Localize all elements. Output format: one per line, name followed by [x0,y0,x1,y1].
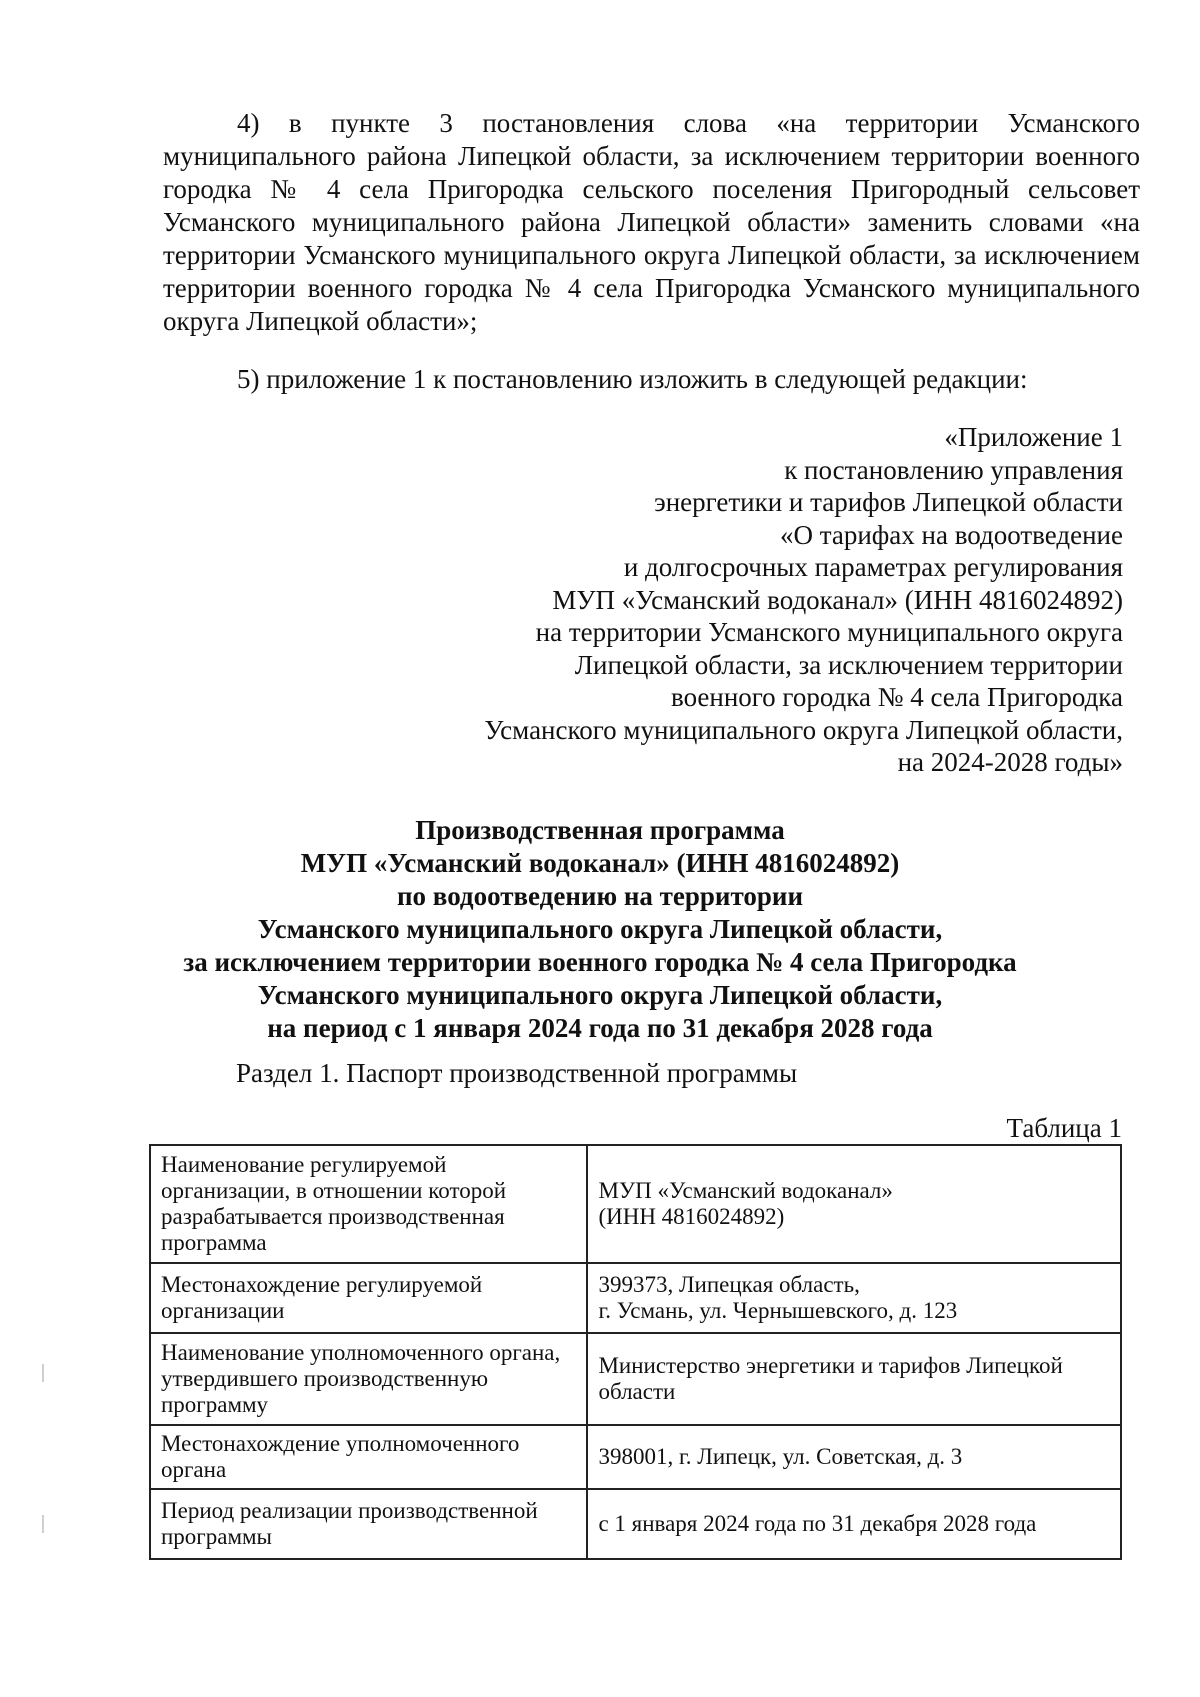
paragraph-item-5: 5) приложение 1 к постановлению изложить в следующей редакции: [237,364,1028,394]
appendix-line: Липецкой области, за исключением территории [574,649,1123,680]
value-line: Министерство энергетики и тарифов Липецкой области [598,1353,1063,1404]
table-cell-label: Местонахождение уполномоченного органа [150,1425,587,1489]
table-cell-label: Наименование регулируемой организации, в отношении которой разрабатывается производственная программа [150,1145,587,1263]
table-cell-value [587,1263,1121,1333]
program-title-line: Производственная программа [415,815,785,845]
passport-table [149,1144,1122,1560]
program-title-line: за исключением территории военного городка № 4 села Пригородка [183,947,1017,977]
table-cell-value [587,1489,1121,1559]
table-row [150,1145,1121,1263]
appendix-line: и долгосрочных параметрах регулирования [623,552,1123,582]
program-title-line: Усманского муниципального округа Липецкой области, [257,914,943,944]
scan-margin-mark [42,1364,44,1382]
appendix-line: военного городка № 4 села Пригородка [671,682,1123,712]
table-row [150,1489,1121,1559]
appendix-line: энергетики и тарифов Липецкой области [654,487,1123,517]
table-cell-label: Наименование уполномоченного органа, утвердившего производственную программу [150,1333,587,1425]
table-label: Таблица 1 [1006,1113,1122,1143]
program-title-line: по водоотведению на территории [396,881,803,911]
appendix-line: «Приложение 1 [944,422,1123,452]
paragraph-item-4: 4) в пункте 3 постановления слова «на территории Усманского муниципального района Липецкой области, за исключением территории военного городка № 4 села Пригородка сельского поселения Пригородный сельсовет Усманского муниципального района Липецкой области» заменить словами «на территории Усманского муниципального округа Липецкой области, за исключением территории военного городка № 4 села Пригородка Усманского муниципального округа Липецкой области»; [163,108,1140,336]
table-cell-label: Местонахождение регулируемой организации [150,1263,587,1333]
value-line: с 1 января 2024 года по 31 декабря 2028 года [598,1511,1037,1536]
program-title-line: МУП «Усманский водоканал» (ИНН 4816024892) [300,848,900,878]
program-title-line: Усманского муниципального округа Липецкой области, [257,980,943,1010]
value-line: г. Усмань, ул. Чернышевского, д. 123 [598,1298,958,1323]
value-line: 399373, Липецкая область, [598,1272,860,1297]
program-title [100,814,1100,1045]
appendix-line: к постановлению управления [784,454,1123,485]
table-row [150,1263,1121,1333]
table-row [150,1333,1121,1425]
appendix-line: «О тарифах на водоотведение [779,519,1123,550]
section-heading: Раздел 1. Паспорт производственной программы [236,1058,798,1088]
appendix-line: МУП «Усманский водоканал» (ИНН 4816024892) [552,584,1123,615]
table-cell-value [587,1333,1121,1425]
table-cell-label: Период реализации производственной программы [150,1489,587,1559]
appendix-line: на 2024-2028 годы» [897,747,1123,777]
scan-margin-mark [42,1515,44,1533]
value-line: 398001, г. Липецк, ул. Советская, д. 3 [598,1444,963,1469]
table-cell-value [587,1145,1121,1263]
program-title-line: на период с 1 января 2024 года по 31 декабря 2028 года [267,1013,933,1043]
table-cell-value [587,1425,1121,1489]
appendix-header [223,421,1123,779]
appendix-line: на территории Усманского муниципального округа [535,617,1123,647]
value-line: (ИНН 4816024892) [598,1204,785,1229]
value-line: МУП «Усманский водоканал» [598,1178,893,1203]
appendix-line: Усманского муниципального округа Липецкой области, [484,714,1123,745]
table-row [150,1425,1121,1489]
